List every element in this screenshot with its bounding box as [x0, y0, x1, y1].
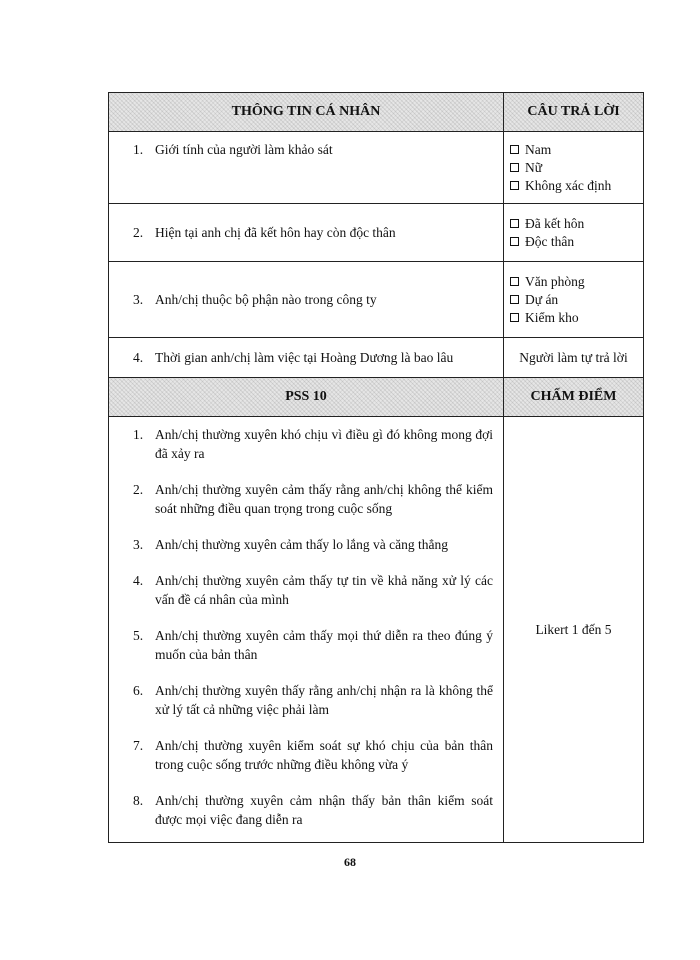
checkbox-icon[interactable] — [510, 237, 519, 246]
option-da-ket-hon[interactable]: Đã kết hôn — [510, 215, 639, 233]
option-khong-xac-dinh[interactable]: Không xác định — [510, 177, 639, 195]
header-answer: CÂU TRẢ LỜI — [504, 93, 644, 132]
option-nam[interactable]: Nam — [510, 141, 639, 159]
checkbox-icon[interactable] — [510, 145, 519, 154]
checkbox-icon[interactable] — [510, 163, 519, 172]
option-nu[interactable]: Nữ — [510, 159, 639, 177]
question-1: 1. Giới tính của người làm khảo sát — [109, 140, 503, 159]
checkbox-icon[interactable] — [510, 295, 519, 304]
question-4-text: Thời gian anh/chị làm việc tại Hoàng Dương là bao lâu — [155, 350, 454, 365]
pss-items-row — [109, 417, 644, 843]
checkbox-icon[interactable] — [510, 181, 519, 190]
option-du-an[interactable]: Dự án — [510, 291, 639, 309]
question-4-answer: Người làm tự trả lời — [504, 338, 644, 378]
survey-table — [108, 92, 644, 843]
checkbox-icon[interactable] — [510, 219, 519, 228]
question-4: 4. Thời gian anh/chị làm việc tại Hoàng Dương là bao lâu — [109, 348, 503, 367]
pss-item-4: 4. Anh/chị thường xuyên cảm thấy tự tin về khả năng xử lý các vấn đề cá nhân của mình — [133, 573, 493, 607]
header-pss10: PSS 10 — [109, 378, 504, 417]
question-row-1 — [109, 132, 644, 204]
option-van-phong[interactable]: Văn phòng — [510, 273, 639, 291]
pss-item-6: 6. Anh/chị thường xuyên thấy rằng anh/chị nhận ra là không thể xử lý tất cả những việc phải làm — [133, 683, 493, 717]
option-kiem-kho[interactable]: Kiểm kho — [510, 309, 639, 327]
pss-item-8: 8. Anh/chị thường xuyên cảm nhận thấy bản thân kiểm soát được mọi việc đang diễn ra — [133, 793, 493, 827]
pss-item-list — [109, 417, 503, 837]
section1-header-row — [109, 93, 644, 132]
pss-item-2: 2. Anh/chị thường xuyên cảm thấy rằng anh/chị không thể kiểm soát những điều quan trọng trong cuộc sống — [133, 482, 493, 516]
header-personal-info: THÔNG TIN CÁ NHÂN — [109, 93, 504, 132]
pss-item-3: 3. Anh/chị thường xuyên cảm thấy lo lắng và căng thẳng — [133, 537, 449, 552]
question-3: 3. Anh/chị thuộc bộ phận nào trong công ty — [109, 290, 503, 309]
pss-item-7: 7. Anh/chị thường xuyên kiểm soát sự khó chịu của bản thân trong cuộc sống trước những điều không vừa ý — [133, 738, 493, 772]
question-row-4 — [109, 338, 644, 378]
question-3-options — [504, 273, 643, 327]
section2-header-row — [109, 378, 644, 417]
question-2: 2. Hiện tại anh chị đã kết hôn hay còn độc thân — [109, 223, 503, 242]
pss-item-1: 1. Anh/chị thường xuyên khó chịu vì điều gì đó không mong đợi đã xảy ra — [133, 427, 493, 461]
checkbox-icon[interactable] — [510, 277, 519, 286]
question-2-options — [504, 215, 643, 251]
question-2-text: Hiện tại anh chị đã kết hôn hay còn độc thân — [155, 225, 396, 240]
question-row-3 — [109, 262, 644, 338]
question-1-options — [504, 141, 643, 195]
header-score: CHẤM ĐIỂM — [504, 378, 644, 417]
question-3-text: Anh/chị thuộc bộ phận nào trong công ty — [155, 292, 377, 307]
checkbox-icon[interactable] — [510, 313, 519, 322]
page-number: 68 — [344, 855, 356, 869]
likert-scale: Likert 1 đến 5 — [504, 417, 644, 843]
question-row-2 — [109, 204, 644, 262]
option-doc-than[interactable]: Độc thân — [510, 233, 639, 251]
question-1-text: Giới tính của người làm khảo sát — [155, 142, 333, 157]
pss-item-5: 5. Anh/chị thường xuyên cảm thấy mọi thứ diễn ra theo đúng ý muốn của bản thân — [133, 628, 493, 662]
